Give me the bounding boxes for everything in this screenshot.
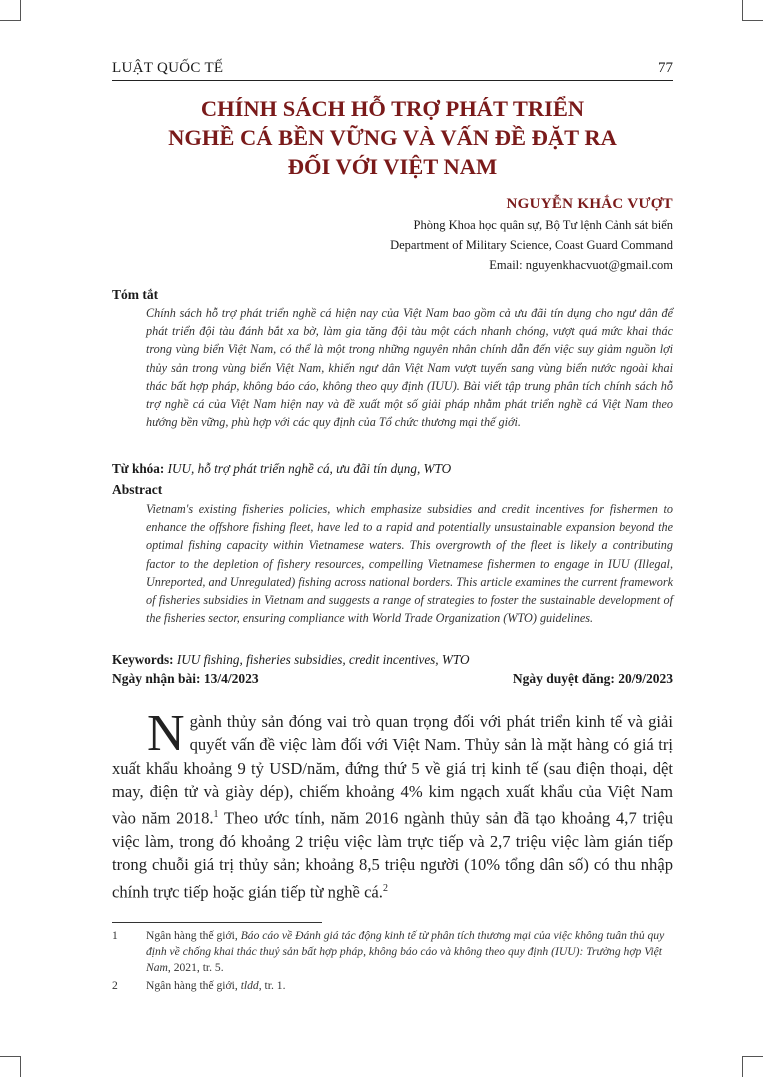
abstract-keywords-list: IUU fishing, fisheries subsidies, credit incentives, WTO [176, 652, 470, 667]
abstract-label: Abstract [112, 482, 163, 497]
body-paragraph [112, 705, 673, 903]
abstract-text [146, 500, 673, 627]
accepted-date: Ngày duyệt đăng: 20/9/2023 [512, 671, 673, 686]
footnote-2 [112, 978, 673, 994]
footnote-suffix: , tr. 1. [258, 979, 286, 992]
running-header [112, 58, 673, 81]
footnote-ref-2[interactable]: 2 [382, 882, 388, 894]
footnote-number: 2 [112, 979, 118, 992]
footnote-text [146, 928, 673, 976]
footnote-1 [112, 928, 673, 976]
author-affiliation-en: Department of Military Science, Coast Guard Command [390, 238, 673, 252]
body-text-part-1: gành thủy sản đóng vai trò quan trọng đối với phát triển kinh tế và giải quyết vấn đề việc làm đối với Việt Nam. Thủy sản là mặt hàng có giá trị xuất khẩu khoảng 9 tỷ USD/năm, đứng thứ 5 về giá trị kinh tế (sau điện thoại, dệt may, điện tử và giày dép), chiếm khoảng 4% kim ngạch xuất khẩu của Việt Nam vào năm 2018. [112, 712, 673, 828]
summary-label: Tóm tắt [112, 287, 159, 302]
received-date: Ngày nhận bài: 13/4/2023 [112, 671, 259, 686]
summary-keywords-label: Từ khóa: [112, 461, 165, 476]
summary-paragraph: Chính sách hỗ trợ phát triển nghề cá hiện nay của Việt Nam bao gồm cả ưu đãi tín dụng cho ngư dân để phát triển đội tàu đánh bắt xa bờ, làm gia tăng đội tàu một cách nhanh chóng, vượt quá mức khai thác trong vùng biển Việt Nam, có thể là một trong những nguyên nhân chính dẫn đến việc suy giảm nguồn lợi thủy sản trong vùng biển Việt Nam, khiến ngư dân Việt Nam vượt tuyến sang vùng biển nước ngoài khai thác bất hợp pháp, không báo cáo, không theo quy định (IUU). Bài viết tập trung phân tích chính sách hỗ trợ nghề cá của Việt Nam hiện nay và đề xuất một số giải pháp nhằm phát triển nghề cá Việt Nam theo hướng bền vững, phù hợp với các quy định của Tổ chức thương mại thế giới. [146, 306, 673, 430]
title-line-2: NGHỀ CÁ BỀN VỮNG VÀ VẤN ĐỀ ĐẶT RA [168, 125, 617, 150]
journal-section-name: LUẬT QUỐC TẾ [112, 60, 224, 76]
title-line-1: CHÍNH SÁCH HỖ TRỢ PHÁT TRIỂN [200, 96, 585, 121]
footnote-prefix: Ngân hàng thế giới, [146, 979, 241, 992]
footnote-italic-title: Báo cáo về Đánh giá tác động kinh tế từ phân tích thương mại của việc không tuân thủ quy định về chống khai thác thuỷ sản bất hợp pháp, không báo cáo và không theo quy định (IUU): Trường hợp Việt Nam [146, 929, 665, 974]
footnote-divider [112, 922, 322, 923]
footnote-italic-title: tldd [240, 979, 259, 992]
crop-mark-bottom-right [742, 1056, 763, 1077]
article-title [112, 94, 673, 181]
summary-keywords-list: IUU, hỗ trợ phát triển nghề cá, ưu đãi tín dụng, WTO [167, 461, 452, 476]
submission-dates [112, 671, 673, 691]
page-number: 77 [658, 60, 673, 76]
body-text-part-2: Theo ước tính, năm 2016 ngành thủy sản đã tạo khoảng 4,7 triệu việc làm, trong đó khoảng 2 triệu việc làm trực tiếp và 2,7 triệu việc làm gián tiếp trong chuỗi giá trị thủy sản; khoảng 8,5 triệu người (10% tổng dân số) có thu nhập chính trực tiếp hoặc gián tiếp từ nghề cá. [112, 808, 673, 902]
footnote-ref-1[interactable]: 1 [213, 809, 219, 821]
summary-keywords [112, 461, 673, 477]
abstract-keywords-label: Keywords: [112, 652, 174, 667]
crop-mark-top-right [742, 0, 763, 21]
footnote-text [146, 978, 673, 994]
crop-mark-bottom-left [0, 1056, 21, 1077]
author-email: Email: nguyenkhacvuot@gmail.com [489, 258, 673, 272]
crop-mark-top-left [0, 0, 21, 21]
footnote-number: 1 [112, 929, 118, 942]
abstract-paragraph: Vietnam's existing fisheries policies, which emphasize subsidies and credit incentives for fishermen to enhance the offshore fishing fleet, have led to a rapid and potentially unsustainable expansion beyond the optimal fishing capacity within Vietnamese waters. This overgrowth of the fleet is likely a contributing factor to the depletion of fishery resources, compelling Vietnamese fishermen to engage in IUU (Illegal, Unreported, and Unregulated) fishing across national borders. This article examines the current framework of fisheries subsidies in Vietnam and suggests a range of strategies to foster the sustainable development of the fisheries sector, ensuring compliance with World Trade Organization (WTO) guidelines. [146, 502, 673, 626]
author-name: NGUYỄN KHẮC VƯỢT [506, 196, 673, 212]
summary-text [146, 304, 673, 431]
author-affiliation-vi: Phòng Khoa học quân sự, Bộ Tư lệnh Cảnh sát biển [413, 218, 673, 232]
drop-cap: N [147, 705, 185, 762]
footnote-suffix: , 2021, tr. 5. [167, 961, 224, 974]
abstract-keywords [112, 652, 673, 668]
title-line-3: ĐỐI VỚI VIỆT NAM [287, 154, 498, 179]
footnote-prefix: Ngân hàng thế giới, [146, 929, 241, 942]
